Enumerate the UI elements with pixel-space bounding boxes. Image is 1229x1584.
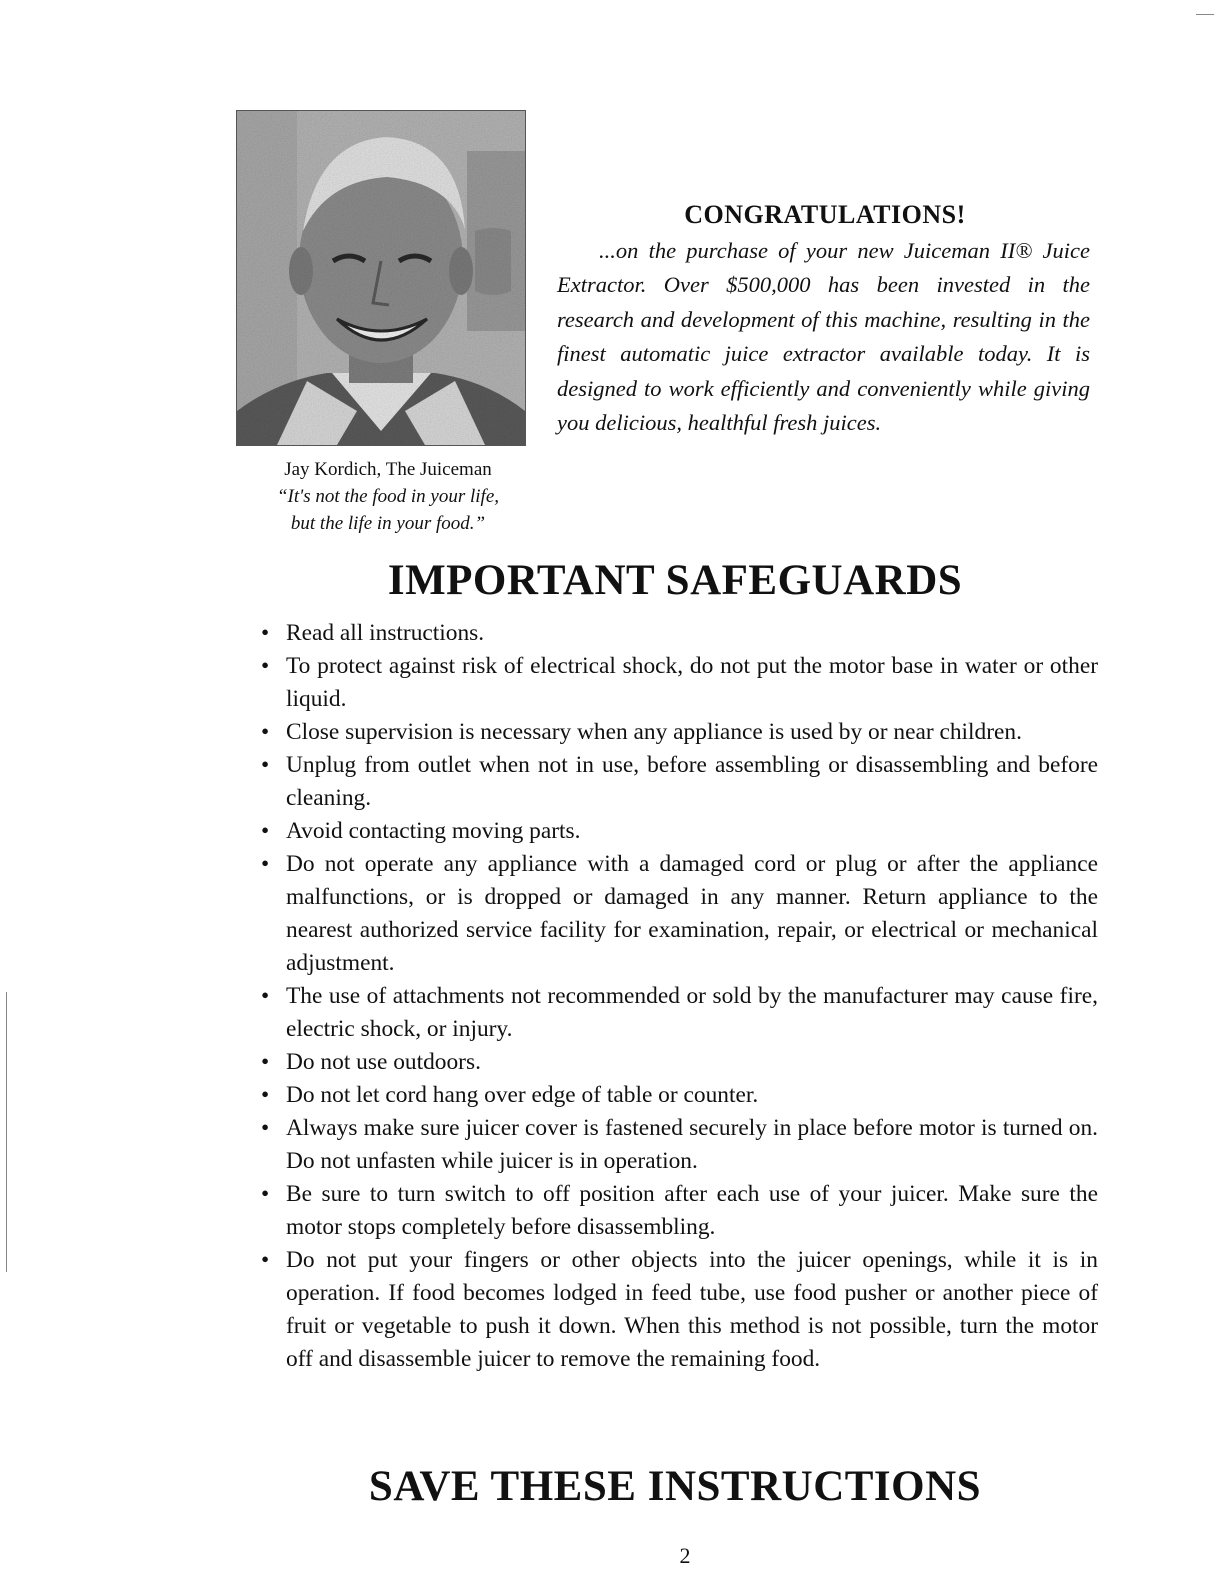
bullet-icon: • (261, 620, 270, 646)
list-item (258, 650, 1098, 716)
bullet-icon: • (261, 653, 270, 679)
list-item (258, 815, 1098, 848)
scan-artifact (1196, 14, 1214, 15)
list-item-text: To protect against risk of electrical shock, do not put the motor base in water or other liquid. (286, 653, 1098, 712)
safeguards-heading: IMPORTANT SAFEGUARDS (387, 557, 963, 604)
caption-quote-line-2: but the life in your food.” (290, 513, 486, 534)
list-item (258, 1244, 1098, 1376)
page-number: 2 (679, 1543, 691, 1568)
portrait-photo (236, 110, 526, 446)
list-item (258, 1178, 1098, 1244)
list-item (258, 1046, 1098, 1079)
list-item-text: Be sure to turn switch to off position after each use of your juicer. Make sure the motor stops completely before disassembling. (286, 1181, 1098, 1240)
list-item-text: Unplug from outlet when not in use, before assembling or disassembling and before cleaning. (286, 752, 1098, 811)
bullet-icon: • (261, 818, 270, 844)
list-item-text: Do not put your fingers or other objects into the juicer openings, while it is in operation. If food becomes lodged in feed tube, use food pusher or another piece of fruit or vegetable to push it down. When this method is not possible, turn the motor off and disassemble juicer to remove the remaining food. (286, 1247, 1098, 1372)
list-item (258, 980, 1098, 1046)
bullet-icon: • (261, 1247, 270, 1273)
congratulations-body: ...on the purchase of your new Juiceman II® Juice Extractor. Over $500,000 has been invested in the research and development of this machine, resulting in the finest automatic juice extractor available today. It is designed to work efficiently and conveniently while giving you delicious, healthful fresh juices. (557, 238, 1090, 436)
list-item (258, 716, 1098, 749)
bullet-icon: • (261, 983, 270, 1009)
list-item-text: Read all instructions. (286, 620, 485, 646)
scan-artifact (6, 992, 7, 1272)
bullet-icon: • (261, 851, 270, 877)
list-item (258, 848, 1098, 980)
photo-caption (240, 456, 536, 537)
bullet-icon: • (261, 1082, 270, 1108)
list-item-text: Do not operate any appliance with a damaged cord or plug or after the appliance malfunctions, or is dropped or damaged in any manner. Return appliance to the nearest authorized service facility for examination, repair, or electrical or mechanical adjustment. (286, 851, 1098, 976)
list-item-text: Close supervision is necessary when any appliance is used by or near children. (286, 719, 1022, 745)
list-item-text: Do not let cord hang over edge of table or counter. (286, 1082, 759, 1108)
caption-name: Jay Kordich, The Juiceman (284, 459, 492, 480)
bullet-icon: • (261, 1181, 270, 1207)
bullet-icon: • (261, 1049, 270, 1075)
bullet-icon: • (261, 752, 270, 778)
safeguards-list (258, 617, 1098, 1376)
bullet-icon: • (261, 719, 270, 745)
list-item-text: Always make sure juicer cover is fastened securely in place before motor is turned on. Do not unfasten while juicer is in operation. (286, 1115, 1098, 1174)
list-item (258, 1079, 1098, 1112)
caption-quote-line-1: “It's not the food in your life, (276, 486, 500, 507)
list-item (258, 749, 1098, 815)
list-item-text: Do not use outdoors. (286, 1049, 481, 1075)
save-instructions-heading: SAVE THESE INSTRUCTIONS (368, 1463, 982, 1510)
bullet-icon: • (261, 1115, 270, 1141)
congratulations-title: CONGRATULATIONS! (684, 200, 966, 229)
list-item-text: Avoid contacting moving parts. (286, 818, 581, 844)
list-item (258, 1112, 1098, 1178)
list-item (258, 617, 1098, 650)
list-item-text: The use of attachments not recommended or sold by the manufacturer may cause fire, electric shock, or injury. (286, 983, 1098, 1042)
portrait-illustration (237, 111, 525, 445)
